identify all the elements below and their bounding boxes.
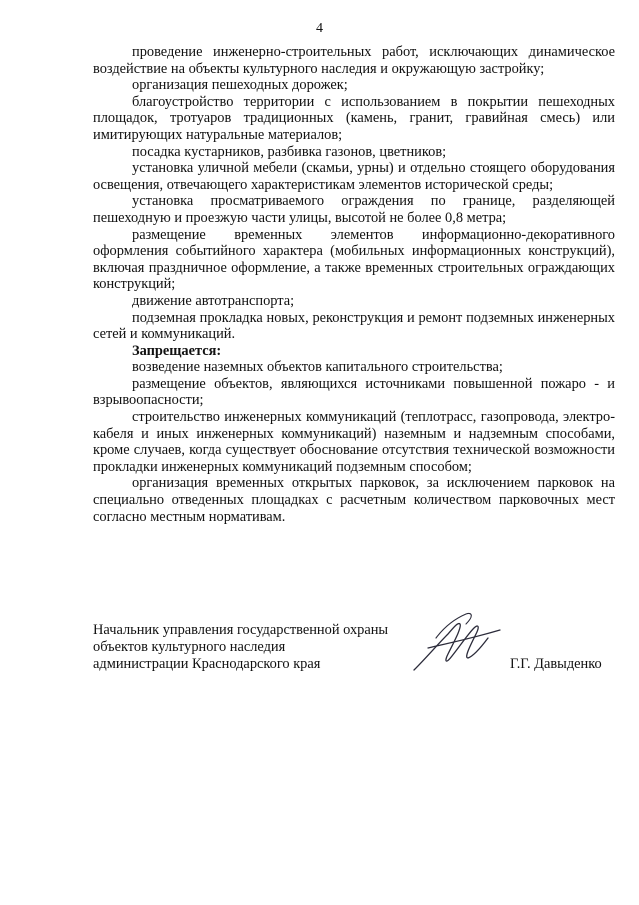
paragraph: посадка кустарников, разбивка газонов, цветников; (132, 143, 447, 160)
paragraph: установка уличной мебели (скамьи, урны) и отдельно стоящего оборудования освещения, отвечающего характеристикам элементов исторической среды; (93, 160, 615, 193)
signer-title-line: объектов культурного наследия (93, 639, 286, 655)
paragraph: размещение объектов, являющихся источниками повышенной пожаро - и взрывоопасности; (93, 375, 615, 409)
paragraph: проведение инженерно-строительных работ, исключающих динамическое воздействие на объекты культурного наследия и окружающую застройку; (93, 44, 615, 77)
paragraph: установка просматриваемого ограждения по границе, разделяющей пешеходную и проезжую части улицы, высотой не более 0,8 метра; (93, 193, 615, 226)
handwritten-signature (408, 608, 508, 678)
paragraph: благоустройство территории с использованием в покрытии пешеходных площадок, тротуаров традиционных (камень, гранит, гравийная смесь) или имитирующих натуральные материалов; (93, 93, 615, 143)
signer-name: Г.Г. Давыденко (510, 656, 602, 672)
paragraph: размещение временных элементов информационно-декоративного оформления событийного характера (мобильных информационных конструкций), включая праздничное оформление, а также временных строительных ограждающих конструкций; (93, 226, 615, 293)
paragraph: движение автотранспорта; (132, 292, 295, 309)
signature-block (93, 622, 623, 682)
paragraph: организация временных открытых парковок, за исключением парковок на специально отведенных площадках с расчетным количеством парковочных мест согласно местным нормативам. (93, 475, 615, 525)
paragraph: организация пешеходных дорожек; (132, 77, 348, 94)
paragraph: строительство инженерных коммуникаций (теплотрасс, газопровода, электро-кабеля и иных инженерных коммуникаций) наземным и надземным способами, кроме случаев, когда существует обоснование отсутствия технической возможности прокладки инженерных коммуникаций подземным способом; (93, 409, 615, 475)
signer-title (93, 622, 423, 673)
paragraph: подземная прокладка новых, реконструкция и ремонт подземных инженерных сетей и коммуникаций. (93, 309, 615, 343)
signer-title-line: Начальник управления государственной охраны (93, 622, 389, 638)
page-number: 4 (316, 21, 323, 36)
signer-title-line: администрации Краснодарского края (93, 656, 321, 672)
section-heading-prohibited: Запрещается: (132, 342, 222, 359)
document-body (93, 44, 615, 525)
paragraph: возведение наземных объектов капитального строительства; (132, 359, 503, 376)
